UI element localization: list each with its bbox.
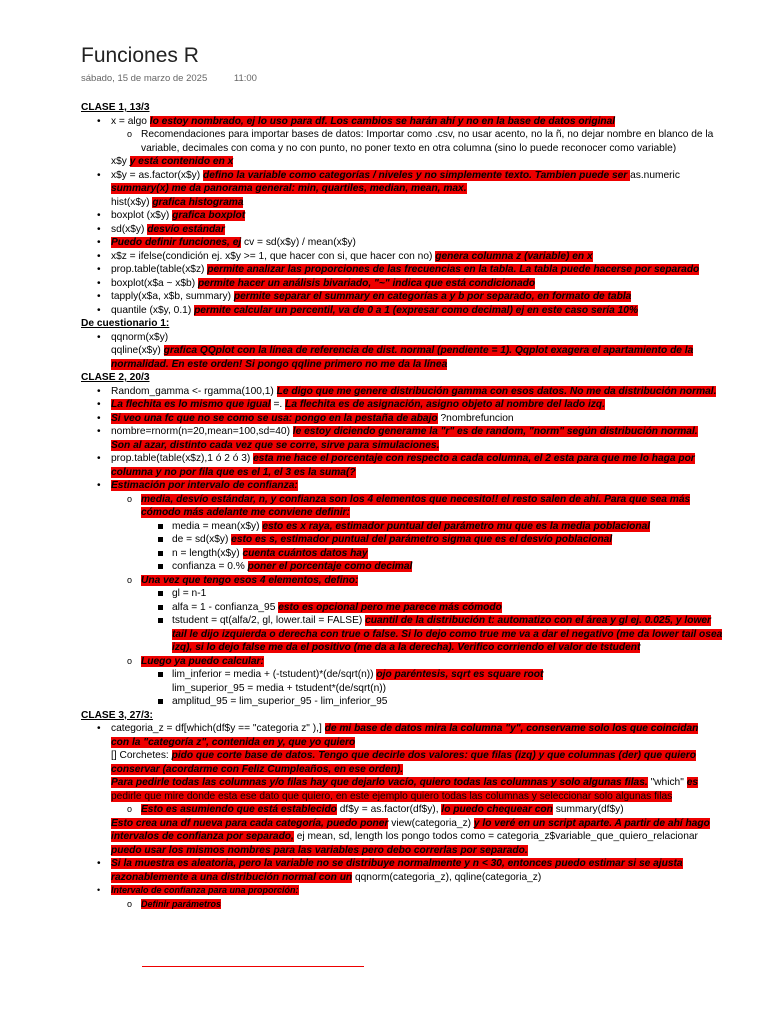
note-highlight: Estimación por intervalo de confianza:: [111, 480, 298, 491]
note-code: hist(x$y): [111, 196, 153, 208]
note-highlight: media, desvío estándar, n, y confianza son los 4 elementos que necesito!! el resto salen de ahí. Para que sea más: [141, 493, 691, 505]
note-code: lim_superior_95 = media + tstudent*(de/sqrt(n)): [172, 682, 387, 694]
square-bullet-icon: [158, 605, 163, 610]
bullet-icon: •: [97, 237, 101, 248]
note-highlight: permite analizar las proporciones de las frecuencias en la tabla. La tabla puede hacerse por separado: [207, 264, 700, 275]
note-highlight: y está contenido en x: [129, 156, 234, 167]
note-highlight: Son al azar, distinto cada vez que se corre, sirve para simulaciones.: [111, 439, 440, 451]
note-code: tapply(x$a, x$b, summary): [111, 291, 234, 302]
square-bullet-icon: [158, 591, 163, 596]
note-highlight: columna y no por fila que es el 1, el 3 es la suma(?: [111, 466, 356, 478]
note-highlight: La flechita es de asignación, asigno objeto al nombre del lado izq.: [285, 399, 605, 410]
bullet-icon: •: [97, 385, 101, 397]
section-heading: CLASE 2, 20/3: [81, 372, 150, 383]
note-code: gl = n-1: [172, 588, 207, 599]
note-highlight: esto es s, estimador puntual del parámetro sigma que es el desvío poblacional: [231, 534, 613, 545]
note-highlight: grafica QQplot con la línea de referencia de dist. normal (pendiente = 1). Qqplot exagera el apartamiento de la: [163, 345, 694, 356]
note-highlight: y lo veré en un script aparte. A partir de ahí hago: [473, 817, 710, 829]
note-code: [] Corchetes:: [111, 750, 172, 761]
note-code: ej mean, sd, length los pongo todos como = categoria_z$variable_que_quiero_relacionar: [293, 831, 698, 842]
note-code: de = sd(x$y): [172, 534, 232, 545]
note-highlight: con la "categoría z", contenida en y, que yo quiero: [111, 736, 356, 748]
square-bullet-icon: [158, 564, 163, 569]
section-heading: CLASE 1, 13/3: [81, 102, 150, 113]
note-highlight: grafica histograma: [152, 196, 244, 208]
note-code: media = mean(x$y): [172, 520, 263, 532]
circle-bullet-icon: o: [127, 804, 133, 814]
square-bullet-icon: [158, 524, 163, 529]
note-highlight: cómodo más adelante me conviene definir:: [141, 507, 350, 518]
bullet-icon: •: [97, 412, 101, 424]
note-code: ?nombrefuncion: [437, 412, 514, 424]
bullet-icon: •: [97, 277, 101, 289]
note-code: =.: [270, 399, 286, 410]
note-highlight: pedirle que mire donde esta ese dato que quiero, en este ejemplo quiero todas las columnas y seleccionar solo algunas filas: [111, 790, 673, 802]
note-highlight: defino la variable como categorías / niveles y no simplemente texto. Tambien puede ser: [203, 169, 631, 181]
note-code: categoria_z = df[which(df$y == "categoria z" ),]: [111, 723, 325, 734]
bullet-icon: •: [97, 399, 101, 410]
note-code: amplitud_95 = lim_superior_95 - lim_inferior_95: [172, 696, 388, 707]
note-code: alfa = 1 - confianza_95: [172, 601, 279, 613]
note-code: prop.table(table(x$z),1 ó 2 ó 3): [111, 453, 254, 464]
bullet-icon: •: [97, 264, 101, 275]
note-highlight: esto es opcional pero me parece más cómodo: [278, 601, 502, 613]
note-highlight: genera columna z (variable) en x: [435, 250, 593, 262]
note-highlight: Le digo que me genere distribución gamma con esos datos. No me da distribución normal.: [276, 385, 717, 397]
section-heading: De cuestionario 1:: [81, 318, 170, 329]
note-highlight: razonablemente a una distribución normal con un: [111, 871, 353, 883]
note-highlight: grafica boxplot: [172, 210, 246, 221]
bullet-icon: •: [97, 480, 101, 491]
note-highlight: izq), si lo dejo false me da el positivo (me da a la derecha). Verifico corriendo el valor de tstudent: [172, 642, 641, 653]
note-highlight: permite calcular un percentil, va de 0 a 1 (expresar como decimal) ej en este caso sería 10%: [194, 304, 638, 316]
note-code: cv = sd(x$y) / mean(x$y): [241, 237, 356, 248]
note-highlight: Para pedirle todas las columnas y/o filas hay que dejarlo vacío, quiero todas las columnas y solo algunas filas.: [111, 777, 648, 788]
square-bullet-icon: [158, 699, 163, 704]
note-highlight: esto es x raya, estimador puntual del parámetro mu que es la media poblacional: [262, 520, 651, 532]
note-code: x$z = ifelse(condición ej. x$y >= 1, que hacer con si, que hacer con no): [111, 250, 436, 262]
bullet-icon: •: [97, 223, 101, 235]
page-title[interactable]: Funciones R: [81, 44, 199, 67]
bullet-icon: •: [97, 858, 101, 869]
note-code: qqnorm(categoria_z), qqline(categoria_z): [352, 871, 542, 883]
note-highlight: Luego ya puedo calcular:: [141, 655, 264, 667]
circle-bullet-icon: o: [127, 129, 133, 139]
bullet-icon: •: [97, 210, 101, 221]
page-time: 11:00: [233, 73, 257, 84]
note-code: lim_inferior = media + (-tstudent)*(de/sqrt(n)): [172, 669, 377, 680]
note-highlight: Definir parámetros: [141, 898, 222, 909]
highlight-underline: [142, 966, 364, 967]
note-highlight: lo estoy nombrado, ej lo uso para df. Los cambios se harán ahí y no en la base de datos original: [149, 115, 616, 127]
note-code: "which": [647, 777, 687, 788]
note-highlight: Puedo definir funciones, ej: [111, 237, 242, 248]
note-code: confianza = 0.%: [172, 561, 248, 572]
note-highlight: intervalos de confianza por separado,: [111, 831, 294, 842]
page-date: sábado, 15 de marzo de 2025: [81, 73, 208, 84]
note-code: as.numeric: [630, 169, 680, 181]
note-code: Random_gamma <- rgamma(100,1): [111, 385, 277, 397]
note-highlight: Esto es asumiendo que está establecido: [141, 804, 337, 815]
note-code: view(categoria_z): [388, 817, 474, 829]
note-code: boxplot(x$a ~ x$b): [111, 277, 198, 289]
note-highlight: Intervalo de confianza para una proporción:: [111, 885, 299, 895]
note-highlight: lo puedo chequear con: [441, 804, 553, 815]
note-code: tstudent = qt(alfa/2, gl, lower.tail = FALSE): [172, 615, 366, 626]
square-bullet-icon: [158, 537, 163, 542]
note-code: quantile (x$y, 0.1): [111, 304, 195, 316]
section-heading: CLASE 3, 27/3:: [81, 709, 153, 721]
note-code: n = length(x$y): [172, 547, 243, 559]
bullet-icon: •: [97, 304, 101, 316]
note-highlight: poner el porcentaje como decimal: [247, 561, 413, 572]
bullet-icon: •: [97, 426, 101, 437]
note-highlight: Si la muestra es aleatoria, pero la variable no se distribuye normalmente y n < 30, entonces puedo estimar si se ajusta: [111, 858, 683, 869]
note-highlight: summary(x) me da panorama general: min, quartiles, median, mean, max.: [111, 183, 467, 194]
note-highlight: Esto crea una df nueva para cada categoría, puedo poner: [111, 817, 389, 829]
square-bullet-icon: [158, 672, 163, 677]
bullet-icon: •: [97, 291, 101, 302]
bullet-icon: •: [97, 115, 101, 127]
page-meta: [81, 73, 257, 84]
note-highlight: cuenta cuántos datos hay: [242, 547, 368, 559]
note-text: Recomendaciones para importar bases de datos: Importar como .csv, no usar acento, no la ñ, no dejar nombre en blanco de la variable, decimales con coma y no con punto, no poner texto en otra columna (sino lo puede reconocer como variable): [141, 129, 714, 154]
note-code: x$y: [111, 156, 130, 167]
note-highlight: esta me hace el porcentaje con respecto a cada columna, el 2 esta para que me lo haga por: [253, 453, 695, 464]
note-highlight: permite hacer un análisis bivariado, "~" indica que está condicionado: [197, 277, 536, 289]
circle-bullet-icon: o: [127, 493, 133, 504]
square-bullet-icon: [158, 618, 163, 623]
note-highlight: permite separar el summary en categorías a y b por separado, en formato de tabla: [233, 291, 632, 302]
note-highlight: es: [686, 777, 699, 788]
note-highlight: tail le dijo izquierda o derecha con true o false. Si lo dejo como true me va a dar el negativo (me da lower tail osea: [172, 628, 723, 640]
note-highlight: Una vez que tengo esos 4 elementos, defino:: [141, 574, 359, 586]
note-body[interactable]: [81, 101, 741, 911]
note-highlight: de mi base de datos mira la columna "y", conservame solo los que coincidan: [324, 723, 699, 734]
bullet-icon: •: [97, 250, 101, 262]
note-highlight: normalidad. En este orden! Si pongo qqline primero no me da la línea: [111, 358, 448, 370]
bullet-icon: •: [97, 169, 101, 181]
circle-bullet-icon: o: [127, 898, 133, 909]
note-highlight: ojo paréntesis, sqrt es square root: [376, 669, 544, 680]
note-code: boxplot (x$y): [111, 210, 173, 221]
note-highlight: puedo usar los mismos nombres para las variables pero debo correrlas por separado.: [111, 844, 528, 856]
note-highlight: desvío estándar: [147, 223, 225, 235]
square-bullet-icon: [158, 551, 163, 556]
circle-bullet-icon: o: [127, 655, 133, 666]
note-code: sd(x$y): [111, 223, 148, 235]
note-highlight: La flechita es lo mismo que igual: [111, 399, 271, 410]
note-code: prop.table(table(x$z): [111, 264, 208, 275]
note-code: nombre=rnorm(n=20,mean=100,sd=40): [111, 426, 293, 437]
note-highlight: cuantil de la distribución t: automatizo con el área y gl ej. 0.025, y lower: [365, 615, 712, 626]
note-highlight: pido que corte base de datos. Tengo que decirle dos valores: que filas (izq) y que columnas (der) que quiero: [171, 750, 696, 761]
note-code: qqline(x$y): [111, 345, 164, 356]
note-code: df$y = as.factor(df$y),: [336, 804, 442, 815]
bullet-icon: •: [97, 331, 101, 343]
note-highlight: Si veo una fc que no se como se usa: pongo en la pestaña de abajo: [111, 412, 438, 424]
circle-bullet-icon: o: [127, 574, 133, 585]
note-code: x = algo: [111, 115, 150, 127]
note-highlight: le estoy diciendo generame la "r" es de random, "norm" según distribución normal.: [292, 426, 698, 437]
note-code: summary(df$y): [552, 804, 624, 815]
note-code: x$y = as.factor(x$y): [111, 169, 204, 181]
bullet-icon: •: [97, 723, 101, 734]
bullet-icon: •: [97, 453, 101, 464]
bullet-icon: •: [97, 885, 101, 895]
note-code: qqnorm(x$y): [111, 331, 169, 343]
note-highlight: conservar (acordarme con Feliz Cumpleaños, en ese orden).: [111, 763, 404, 775]
